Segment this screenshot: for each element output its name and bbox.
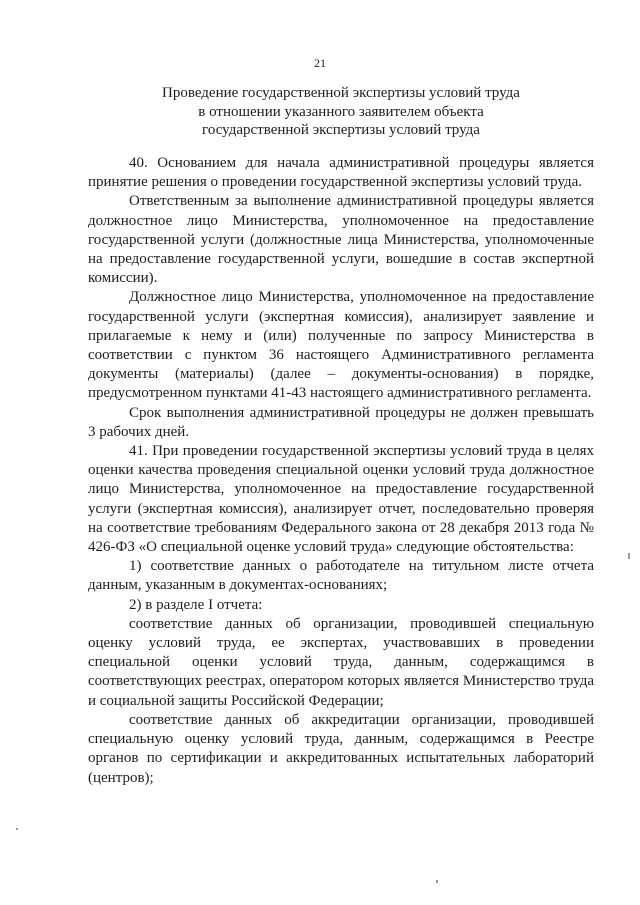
paragraph: Ответственным за выполнение административной процедуры является должностное лицо Министерства, уполномоченное на предоставление государственной услуги (должностные лица Министерства, уполномоченные на предоставление государственной услуги, вошедшие в состав экспертной комиссии). (88, 193, 594, 287)
document-body (88, 154, 594, 788)
paragraph: 1) соответствие данных о работодателе на титульном листе отчета данным, указанным в документах-основаниях; (88, 558, 594, 594)
section-heading-line: Проведение государственной экспертизы условий труда (162, 85, 520, 101)
paragraph: соответствие данных об аккредитации организации, проводившей специальную оценку условий труда, данным, содержащимся в Реестре органов по сертификации и аккредитованных испытательных лабораторий (центров); (88, 711, 594, 786)
section-heading-line: в отношении указанного заявителем объекта (198, 103, 484, 120)
section-heading (88, 84, 594, 140)
scan-speck (16, 828, 18, 830)
paragraph: 41. При проведении государственной экспертизы условий труда в целях оценки качества проведения специальной оценки условий труда должностное лицо Министерства, уполномоченное на предоставление государственной услуги (экспертная комиссия), анализирует отчет, последовательно проверяя на соответствие требованиям Федерального закона от 28 декабря 2013 года № 426-ФЗ «О специальной оценке условий труда» следующие обстоятельства: (88, 443, 594, 556)
paragraph: соответствие данных об организации, проводившей специальную оценку условий труда, ее экспертах, участвовавших в проведении специальной оценки условий труда, данным, содержащимся в соответствующих реестрах, оператором которых является Министерство труда и социальной защиты Российской Федерации; (88, 615, 594, 709)
paragraph: Срок выполнения административной процедуры не должен превышать 3 рабочих дней. (88, 404, 594, 440)
section-heading-line: государственной экспертизы условий труда (202, 122, 480, 138)
paragraph: 2) в разделе I отчета: (129, 596, 263, 613)
paragraph: Должностное лицо Министерства, уполномоченное на предоставление государственной услуги (экспертная комиссия), анализирует заявление и прилагаемые к нему и (или) полученные по запросу Министерства в соответствии с пунктом 36 настоящего Административного регламента документы (материалы) (далее – документы-основания) в порядке, предусмотренном пунктами 41-43 настоящего административного регламента. (88, 289, 594, 402)
scan-speck (436, 880, 438, 883)
scan-speck (628, 553, 630, 559)
page-number: 21 (314, 56, 326, 70)
paragraph: 40. Основанием для начала административной процедуры является принятие решения о проведении государственной экспертизы условий труда. (88, 155, 594, 191)
